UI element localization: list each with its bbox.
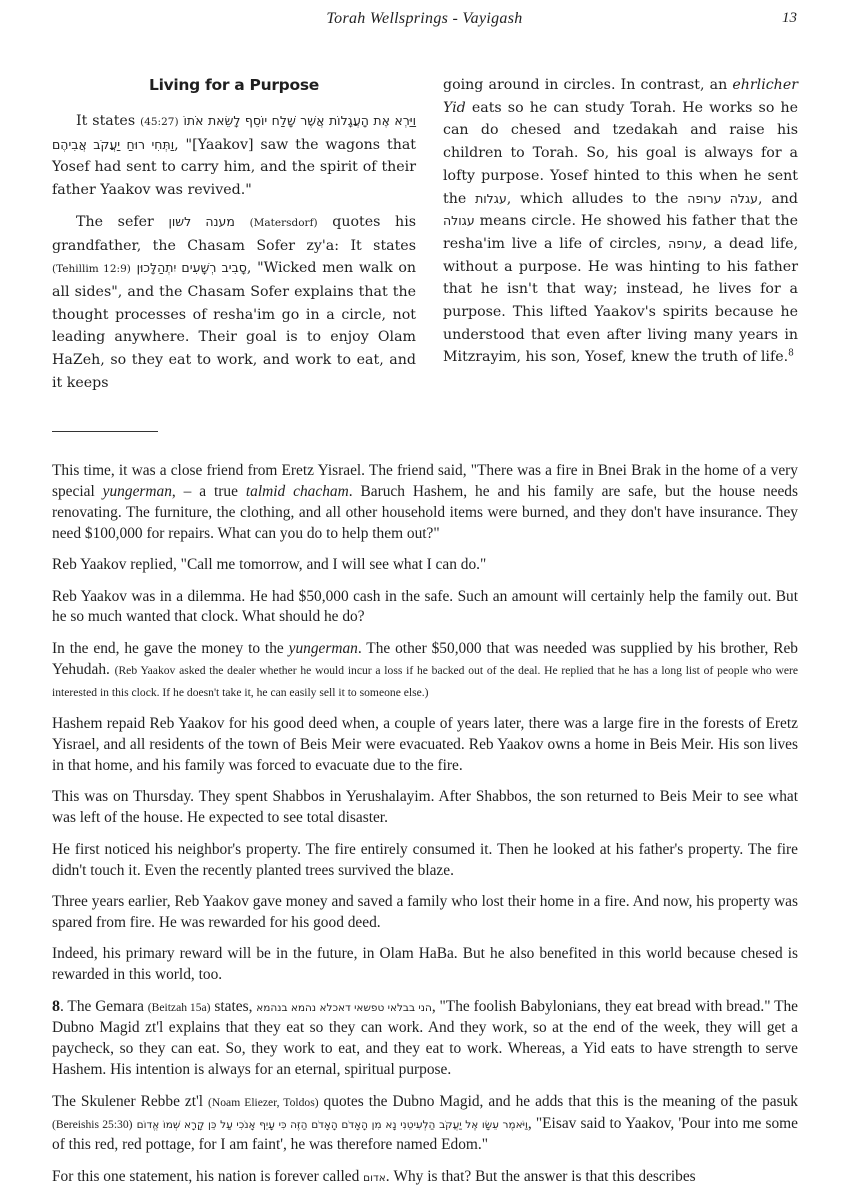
text: going around in circles. In contrast, an — [443, 77, 733, 93]
citation: (Matersdorf) — [249, 216, 318, 229]
emphasis: yungerman — [288, 639, 358, 657]
paragraph — [52, 211, 416, 395]
running-title: Torah Wellsprings - Vayigash — [326, 10, 523, 27]
text: , which alludes to the — [506, 190, 688, 207]
hebrew-quote: וַיַּרְא אֶת הָעֲגָלוֹת אֲשֶׁר שָׁלַח יוֹסֵף לָשֵׂאת אֹתוֹ וַתְּחִי רוּחַ יַעֲקֹב אֲבִיהֶם — [52, 113, 417, 152]
footnote-paragraph — [52, 1092, 798, 1157]
text: . The other $50,000 that was needed was supplied by his brother, Reb Yehudah. — [52, 639, 798, 678]
page-number: 13 — [782, 10, 797, 26]
text: means circle. He showed his father that the resha'im live a life of circles, — [443, 213, 798, 252]
emphasis: ehrlicher Yid — [443, 77, 798, 116]
footnote-paragraph — [52, 639, 798, 704]
footnote-paragraph: Reb Yaakov replied, "Call me tomorrow, and I will see what I can do." — [52, 556, 487, 574]
footnote-divider — [52, 431, 158, 432]
footnote-paragraph: He first noticed his neighbor's property. The fire entirely consumed it. Then he looked at his father's property. The fire didn't touch it. Even the recently planted trees survived the blaze. — [52, 840, 798, 879]
text: It states — [76, 113, 141, 129]
hebrew-quote: סָבִיב רְשָׁעִים יִתְהַלָּכוּן — [136, 260, 247, 276]
running-header — [0, 8, 849, 34]
footnote-number: 8 — [52, 997, 60, 1015]
section-title: Living for a Purpose — [149, 76, 319, 94]
text: , – a true — [171, 482, 246, 500]
citation: (Noam Eliezer, Toldos) — [208, 1095, 319, 1109]
footnote-paragraph: Indeed, his primary reward will be in the future, in Olam HaBa. But he also benefited in this world because chesed is rewarded in this world, too. — [52, 945, 798, 984]
paragraph — [443, 74, 798, 369]
text: The sefer — [76, 213, 169, 230]
hebrew-quote: הני בבלאי טפשאי דאכלא נהמא בנהמא — [256, 1001, 432, 1014]
text: , "The foolish Babylonians, they eat bread with bread." The Dubno Magid zt'l explains that they eat so they can work. And they work, so at the end of the week, they will get a paycheck, so they can eat. So, they work to eat, and they eat to work. Whereas, a Yid eats to have strength to serve Hashem. His intention is always for an eternal, spiritual purpose. — [52, 997, 798, 1079]
text: states, — [210, 997, 257, 1015]
footnote-paragraph: Reb Yaakov was in a dilemma. He had $50,000 cash in the safe. Such an amount will certainly help the family out. But he so much wanted that clock. What should he do? — [52, 587, 798, 626]
text: This time, it was a close friend from Eretz Yisrael. The friend said, "There was a fire in Bnei Brak in the home of a very special — [52, 462, 798, 500]
hebrew-word: עגלה ערופה — [687, 190, 758, 206]
parenthetical-note: (Reb Yaakov asked the dealer whether he would incur a loss if he backed out of the deal. He replied that he has a long list of people who were interested in this clock. If he doesn't take it, he can easily sell it to someone else.) — [52, 663, 798, 699]
text: , "[Yaakov] saw the wagons that Yosef had sent to carry him, and the spirit of their father Yaakov was revived." — [52, 136, 417, 199]
citation: (Beitzah 15a) — [147, 1000, 211, 1014]
footnote-paragraph — [52, 997, 798, 1082]
hebrew-word: עגלות — [475, 190, 507, 206]
footnote-paragraph — [52, 1167, 798, 1189]
footnote-paragraph: This was on Thursday. They spent Shabbos in Yerushalayim. After Shabbos, the son returned to Beis Meir to see what was left of the house. He expected to see total disaster. — [52, 788, 798, 827]
text: . The Gemara — [60, 997, 148, 1015]
main-column-right — [443, 74, 798, 378]
citation: (Tehillim 12:9) — [52, 263, 131, 276]
text: , a dead life, without a purpose. He was hinting to his father that he isn't that way; instead, he lives for a purpose. This lifted Yaakov's spirits because he understood that even after living many years in Mitzrayim, his son, Yosef, knew the truth of life. — [443, 235, 798, 366]
emphasis: yungerman — [102, 482, 172, 500]
hebrew-word: ערופה — [668, 235, 703, 251]
text: For this one statement, his nation is forever called — [52, 1167, 364, 1185]
footnotes-section — [52, 461, 798, 1199]
hebrew-word: אדום — [363, 1171, 386, 1184]
hebrew-quote: וַיֹּאמֶר עֵשָׂו אֶל יַעֲקֹב הַלְעִיטֵנִי נָא מִן הָאָדֹם הָאָדֹם הַזֶּה כִּי עָיֵף אָנֹכִי עַל כֵּן קָרָא שְׁמוֹ אֱדוֹם — [136, 1118, 528, 1131]
text: The Skulener Rebbe zt'l — [52, 1092, 209, 1110]
citation: (45:27) — [140, 116, 179, 128]
footnote-marker[interactable]: 8 — [788, 348, 794, 359]
footnote-paragraph: Three years earlier, Reb Yaakov gave money and saved a family who lost their home in a fire. And now, his property was spared from fire. He was rewarded for his good deed. — [52, 892, 798, 931]
text: In the end, he gave the money to the — [52, 639, 289, 657]
text: . Baruch Hashem, he and his family are safe, but the house needs renovating. The furniture, the clothing, and all other household items were burned, and they don't have insurance. They need $100,000 for repairs. What can you do to help them out?" — [52, 482, 798, 542]
footnote-paragraph: Hashem repaid Reb Yaakov for his good deed when, a couple of years later, there was a large fire in the forests of Eretz Yisrael, and all residents of the town of Beis Meir were evacuated. Reb Yaakov owns a home in Beis Meir. His son lives in that home, and his family was forced to evacuate due to the fire. — [52, 715, 798, 774]
text: , "Wicked men walk on all sides", and the Chasam Sofer explains that the thought processes of resha'im go in a circle, not leading anywhere. Their goal is to enjoy Olam HaZeh, so they eat to work, and work to eat, and it keeps — [52, 260, 416, 391]
text: quotes the Dubno Magid, and he adds that this is the meaning of the pasuk — [318, 1092, 798, 1110]
emphasis: talmid chacham — [245, 482, 349, 500]
paragraph — [52, 110, 416, 202]
text: quotes his grandfather, the Chasam Sofer zy'a: It states — [52, 213, 417, 254]
text: , "Eisav said to Yaakov, 'Pour into me some of this red, red pottage, for I am faint', he was therefore named Edom." — [52, 1114, 798, 1154]
text: , and — [757, 190, 798, 207]
citation: (Bereishis 25:30) — [52, 1117, 133, 1131]
hebrew-title: מענה לשון — [168, 213, 235, 229]
hebrew-word: עגולה — [443, 213, 475, 229]
footnote-paragraph — [52, 461, 798, 545]
text: eats so he can study Torah. He works so he can do chesed and tzedakah and raise his children to Torah. So, his goal is always for a lofty purpose. Yosef hinted to this when he sent the — [443, 99, 798, 207]
main-column-left — [52, 74, 416, 403]
text: . Why is that? But the answer is that this describes — [385, 1167, 696, 1185]
